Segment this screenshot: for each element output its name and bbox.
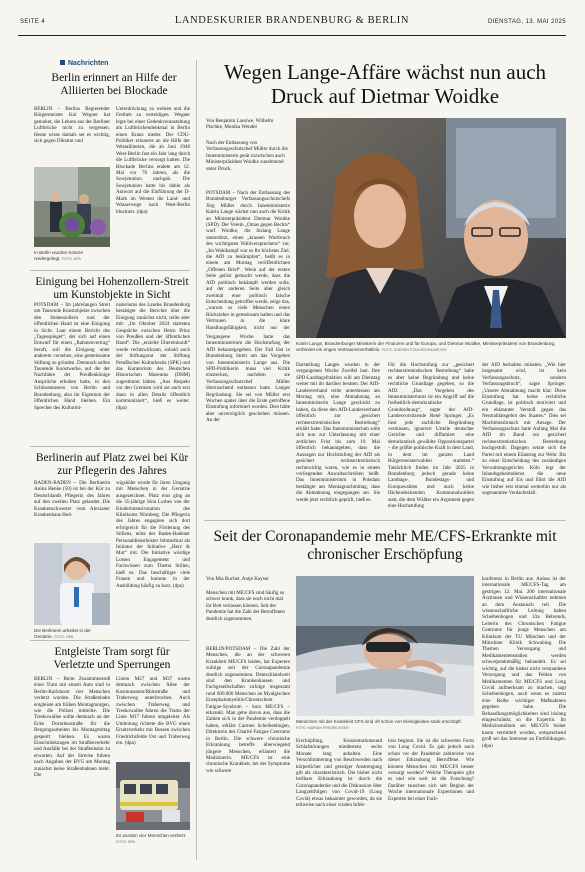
lange-woidke-photo [296, 118, 566, 338]
news-text-col2: Unterdrückung zu wehren und die Freiheit zu verteidigen. Wegner legte bei einer Gedenkveranstaltung am Luftbrückendenkmal in Berlin einen Kranz nieder. Der CDU-Politiker erinnerte an die Hilfe der Westalliierten, die ab Juni 1948 West-Berlin fast ein Jahr lang durch die Luftbrücke versorgt hatten. Die Blockade Berlins endete am 12. Mai vor 76 Jahren, als die Sowjetunion nachgab. Die Sowjetunion hatte bis dahin als Antwort auf die Einführung der D-Mark im Westen die Land- und Wasserwege nach West-Berlin blockiert. (dpa) [116, 106, 190, 215]
lange-caption: Katrin Lange, Brandenburger Ministerin der Finanzen und für Europa, und Dietmar Woidke, Ministerpräsident von Brandenburg, verbindet ein enges Vertrauensverhältnis. FOTO: SOEREN STACHE/DPA/ARCHIV [296, 341, 556, 352]
hohenzollern-text-col2: nisteriums des Landes Brandenburg bestätigte die Berichte über die Einigung zunächst nicht, teilte aber mit: „Im Oktober 2024 starteten Gespräche zwischen Herrn Prinz von Preußen und der öffentlichen Hand“. Die „erzielte Übereinkunft“ werde rechtswirksam, sobald auch der Stiftungsrat der Stiftung Preußischer Kulturbesitz (SPK) und das Kuratorium des Deutschen Historischen Museums (DHM) zugestimmt hätten. „Aus Respekt vor den Gremien wird sie auch erst dann in allen Details öffentlich kommuniziert“, hieß es weiter. (dpa) [116, 302, 190, 411]
tram-photo [116, 762, 190, 830]
mecfs-authors: Von Mia Bucher, Antje Kayser [206, 576, 269, 582]
mecfs-text-col3: tion beginnt. Sie ist die schwerste Form von Long Covid. Es gab jedoch auch schon vor der Pandemie zahlreiche von dieser Erkrankung Betroffene. Wie können Menschen mit ME/CFS besser versorgt werden? Welche Therapien gibt es und wie weit ist die Forschung? Darüber tauschen sich seit Beginn der Woche internationale Expertinnen und Experten bei einer Fach- [388, 738, 474, 802]
news-caption: In Berlin wurden Kränze niedergelegt. FOTO: DPA [34, 250, 84, 261]
lange-text-col1: POTSDAM – Nach der Entlassung des Brandenburger Verfassungsschutzchefs Jörg Müller durch Innenministerin Katrin Lange wächst nun auch die Kritik an Ministerpräsident Dietmar Woidke (SPD). Der Verein „Omas gegen Rechts“ warf Woidke, die bislang Lange unterstützt, einen „krassen Wortbruch des wichtigsten Wahlversprechens“ vor. „Im Wahlkampf war es Ihr höchstes Ziel, die AfD zu bekämpfen“, heißt es in einem am Montag veröffentlichten „Offenen Brief“. Wenn auf der ersten Seite gelöst gemacht werde, dass die AfD politisch bekämpft werden solle, auf der anderen Seite aber gleich zweimal eine politisch falsche Entscheidung getroffen werde, zeige das, „warum so viele Menschen einen Rückzieher in gemeinsam halten und das Vertrauen in die klare Handlungsfähigkeit, nicht nur der [206, 190, 290, 330]
lange-text-col5: der AfD herhalten müssten. „Wie hier insgesamt wird, ist kein Verfassungsschutz, sondern Verfassungsbruch“, sagte Springer. „Unsere Abmahnung macht klar: Diese Einstufung hat keine rechtliche Grundlage, ist politisch motiviert und ein eklatanter Verstoß gegen das Neutralitätsgebot des Staates.“ Dies sei Machtmissbrauch mit Ansage. Der Verfassungsschutz hatte Anfang Mai die AfD im Bund zur gesichert rechtsextremistischen Bestrebung hochgestuft. Dagegen setzte sich die Partei mit einem Eilantrag zur Wehr. Bis zu einer Entscheidung des zuständigen Verwaltungsgerichts Köln legt der Inlandsgeheimdienst die neue Einstufung auf Eis und führt die AfD wie bisher erst einmal weiterhin nur als sogenannten Verdachtsfall. [482, 362, 566, 497]
tram-headline: Entgleiste Tram sorgt für Verletzte und Sperrungen [53, 646, 171, 671]
section-divider [30, 446, 190, 447]
lange-text-col3: Darstellung Langes wurden in der vergangenen Woche Zweifel laut. Ihre SPD-Landtagsfraktion will am Dienstag weiter mit ihr darüber beraten. Der AfD-Landesverband teilte unterdessen am Montag mit, eine Abmahnung an Innenministerin Lange geschickt zu haben, da diese den AfD-Landesverband öffentlich zur „gesichert rechtsextremistischen Bestrebung“ erklärt habe. Das Innenministerium solle sich nun zur Unterlassung mit einer zeitlichen Frist bis zum 19. Mai öffentlich bekanntgeben, dass die Aussagen zur Hochstufung der AfD als gesichert rechtsextremistisch rechtswidrig waren, wie es in einem vorliegenden Anwaltsschreiben heißt. Das Innenministerium in Potsdam bestätigte am Montagnachmittag, dass die Abmahnung eingegangen sei. Sie werde jetzt rechtlich geprüft, hieß es. [296, 362, 380, 503]
lange-headline: Wegen Lange-Affäre wächst nun auch Druck auf Dietmar Woidke [223, 60, 547, 108]
news-headline: Berlin erinnert an Hilfe der Alliierten bei Blockade [51, 72, 177, 97]
masthead [18, 14, 566, 36]
tram-caption: Es wurden vier Menschen verletzt. FOTO: DPA [116, 833, 187, 844]
pflegerin-caption: Die Berlinerin arbeitet in der Geriatrie. FOTO: DPA [34, 628, 91, 639]
pflegerin-headline: Berlinerin auf Platz zwei bei Kür zur Pflegerin des Jahres [35, 452, 189, 477]
tram-text-col2: Linien M27 und M37 waren demnach zwischen Allee der Kosmonauten/Rhinstraße und Traberweg unterbrochen. Auch zwischen Traberweg und Treskowallee fuhren die Trams der Linie M17 fuhren umgeleitet. Als Umleitung richtete die BVG einen Ersatzverkehr mit Bussen zwischen Friedrichsfelde Ost und Traberweg ein. (dpa) [116, 676, 190, 747]
mecfs-photo [296, 576, 474, 716]
hohenzollern-text-col1: POTSDAM – Im jahrelangen Streit um Tausende Kunstobjekte zwischen den Hohenzollern und der öffentlichen Hand ist eine Einigung in Sicht. Laut einem Bericht des „Tagesspiegel“, der sich auf einen Entwurf für einen „Rahmenvertrag“ beruft, soll die Einigung unter anderem vorsehen, eine gemeinsame Stiftung zu gründen. Demnach sollen Tausende Kunstwerke, auf die der Nachfahre der Preußenkönige Ansprüche erhoben hatte, in den Schlossmuseen von Berlin und Brandenburg, also im Eigentum der öffentlichen Hand bleiben. Ein Sprecher des Kulturmi- [34, 302, 110, 411]
lange-text-col4: Für die Hochstufung zur „gesichert rechtsextremistischen Bestrebung“ habe es aber keine Begründung und keine rechtliche Grundlage gegeben, so die AfD. „Das Vorgehen des Innenministeriums ist ein Angriff auf die freiheitlich-demokratische Grundordnung“, sagte der AfD-Landesvorsitzende René Springer. „Es liest jede sachliche Begründung vermissen, ignoriert Urteile deutscher Gerichte und diffamiert eine demokratisch gewählte Oppositionspartei – die größte politische Kraft in dem Land, in dem im ganzen Land Bürgermeisterwahlen starteten.“ Tatsächlich finden im Jahr 2025 in Brandenburg jedoch gerade keine Landtags-, Bundestags- und Europawahlen und auch keine flächendeckenden Kommunalwahlen statt, die dem Wähler ein Argument gegen eine Hochstufung [388, 362, 474, 509]
lange-authors: Von Benjamin Lassiwe, Wilhelm Pischke, Monika Wendel [206, 118, 274, 131]
wreath-photo [34, 167, 110, 247]
lange-text-col2: Vergangene Woche hatte das Innenministerium die Hochstufung der AfD bekanntgegeben. Der Fall löst in Brandenburg Streit um das Vorgehen von Innenministerin Lange aus. Die SPD-Politikerin muss viel Kritik einstecken, nachdem sie Verfassungsschutzchef Müller überraschend entlassen hatte. Langes Begründung: Sie sei von Müller erst Wochen später über die Erste getroffene Einstufung informiert worden. Dies hätte aber unverzüglich geschehen müssen. An der [206, 334, 290, 424]
pflegerin-text-col2: wigshöhe wurde für ihren Umgang mit Menschen in der Geriatrie ausgezeichnet. Platz eins ging an die 35-jährige Sina Lorbes von der Kinderintensivstation des Klinikums Nürnberg. Die Pflegerin des Jahres engagiere sich dort erfolgreich für die Förderung des Stillens, teilte der Baden-Badener Personaldienstleister Jobmedical als Initiator der Initiative „Herz & Mut“ mit. Die Initiative würdige Lotsen Engagement und Fachwissen zum Thema Stillen, hieß es. Das beschäftigte viele Frauen und komme in der Ausbildung häufig zu kurz. (dpa) [116, 480, 190, 589]
section-divider [30, 270, 190, 271]
mecfs-text-col4: konferenz in Berlin aus. Anlass ist der internationale ME/CFS-Tag am gestrigen 12. Mai. 200 internationale Ärztinnen und Wissenschaftler nehmen an dem Austausch teil. Die wissenschaftliche Leitung haben Scheibenbogen und Uta Behrends, Leiterin des Chronischen Fatigue Centrums für junge Menschen am Klinikum der TU München und der Münchner Klinik Schwabing. Die Themen Versorgung und Medikamentenstudien werden schwerpunktmäßig behandelt. Es sei wichtig, auf die bisher nicht verstandene Versorgung und das Fehlen von Medikamenten für ME/CFS und Long Covid aufmerksam zu machen, sagt Scheibenbogen, auch wenn es zuletzt eine Reihe wichtiger Maßnahmen gegeben habe. Die Behandlungsmöglichkeiten sind bislang eingeschränkt, so die Expertin. Im Medizinstudium sei ME/CFS bisher kaum vermittelt worden, entsprechend groß sei das Interesse an Fortbildungen. (dpa) [482, 576, 566, 749]
mecfs-text-col1: BERLIN/POTSDAM – Die Zahl der Menschen, die an der schweren Krankheit ME/CFS leiden, hat Experten zufolge seit der Coronapandemie deutlich zugenommen. Deutschlandweit sind den Krankenkassen und Fachgesellschaften zufolge insgesamt rund 600.000 Menschen an Myalgischen Enzephalomyelitis/Chronischem Fatigue-Syndrom – kurz ME/CFS – erkrankt. Man gehe davon aus, dass die Zahlen sich in der Pandemie verdoppelt haben, erklärt Carmen Scheibenbogen, Direktorin des Charité Fatigue Centrums in Berlin. Die schwere chronische Erkrankung betreffe überwiegend jüngere Menschen, erläutert die Medizinerin. ME/CFS ist eine chronische Krankheit, bei der Symptome wie schwere [206, 646, 290, 774]
section-divider [204, 520, 566, 521]
paper-title: LANDESKURIER BRANDENBURG & BERLIN [174, 15, 410, 26]
column-divider [196, 60, 197, 860]
section-kicker: Nachrichten [60, 60, 108, 67]
tram-text-col1: BERLIN – Beim Zusammenstoß einer Tram mit einem Auto sind in Berlin-Karlshorst vier Menschen verletzt worden. Die Straßenbahn entgleiste am frühen Montagmorgen, wie die Polizei mitteilte. Die Treskowallee sollte demnach an der Ecke Dorotheastraße für die Bergungsarbeiten bis Montagmittag gesperrt bleiben. Es waren Einschränkungen im Straßenverkehr und Ausfälle bei der Straßenbahn zu erwarten. Auf der Strecke fuhren nach Angaben der BVG am Montag zunächst keine Straßenbahnen mehr. Die [34, 676, 110, 779]
nurse-photo [34, 543, 110, 625]
news-text-col1: BERLIN – Berlins Regierender Bürgermeister Kai Wegner hat gemahnt, die Lehren aus der Berliner Luftbrücke nicht zu vergessen. Heute wisse damals set es wichtig, sich gegen Diktatur und [34, 106, 110, 145]
issue-date: DIENSTAG, 13. MAI 2025 [487, 19, 566, 25]
square-bullet-icon [60, 60, 65, 65]
mecfs-headline: Seit der Coronapandemie mehr ME/CFS-Erkrankte mit chronischer Erschöpfung [213, 528, 557, 563]
page-number: SEITE 4 [20, 19, 46, 25]
mecfs-text-col2: Erschöpfung, Konzentrationsund Schlafstörungen mindestens sechs Monate lang anhalten. Eine Verschlimmerung von Beschwerden nach körperlicher und geistiger Anstrengung gilt als charakteristisch. Die bisher nicht heilbare Erkrankung ist durch die Coronapandemie und die Diskussion über Langzeitfolgen von Covid-19 (Long Covid) etwas bekannter geworden, da sie teilweise nach einer viralen Infek- [296, 738, 382, 809]
hohenzollern-headline: Einigung bei Hohenzollern-Streit um Kunstobjekte in Sicht [35, 276, 189, 301]
mecfs-caption: Menschen mit der Krankheit CFS sind oft schon von Kleinigkeiten stark erschöpft. FOTO: MARIAN FREDRICKSEN [296, 719, 462, 730]
mecfs-lead: Menschen mit ME/CFS sind häufig so schwer krank, dass sie noch nicht mal ihr Bett verlassen können. Seit der Pandemie hat die Zahl der Betroffenen deutlich zugenommen. [206, 590, 285, 622]
pflegerin-text-col1: BADEN-BADEN – Die Berlinerin Anika Henke (50) ist bei der Kür zu Deutschlands Pflegerin des Jahres auf den zweiten Platz gelandet. Die Krankenschwester vom Alexianer Krankenhaus Hed- [34, 480, 110, 519]
lange-lead: Nach der Entlassung von Verfassungsschutzchef Müller durch die Innenministerin gerät inzwischen auch Ministerpräsident Woidke zunehmend unter Druck. [206, 140, 288, 172]
